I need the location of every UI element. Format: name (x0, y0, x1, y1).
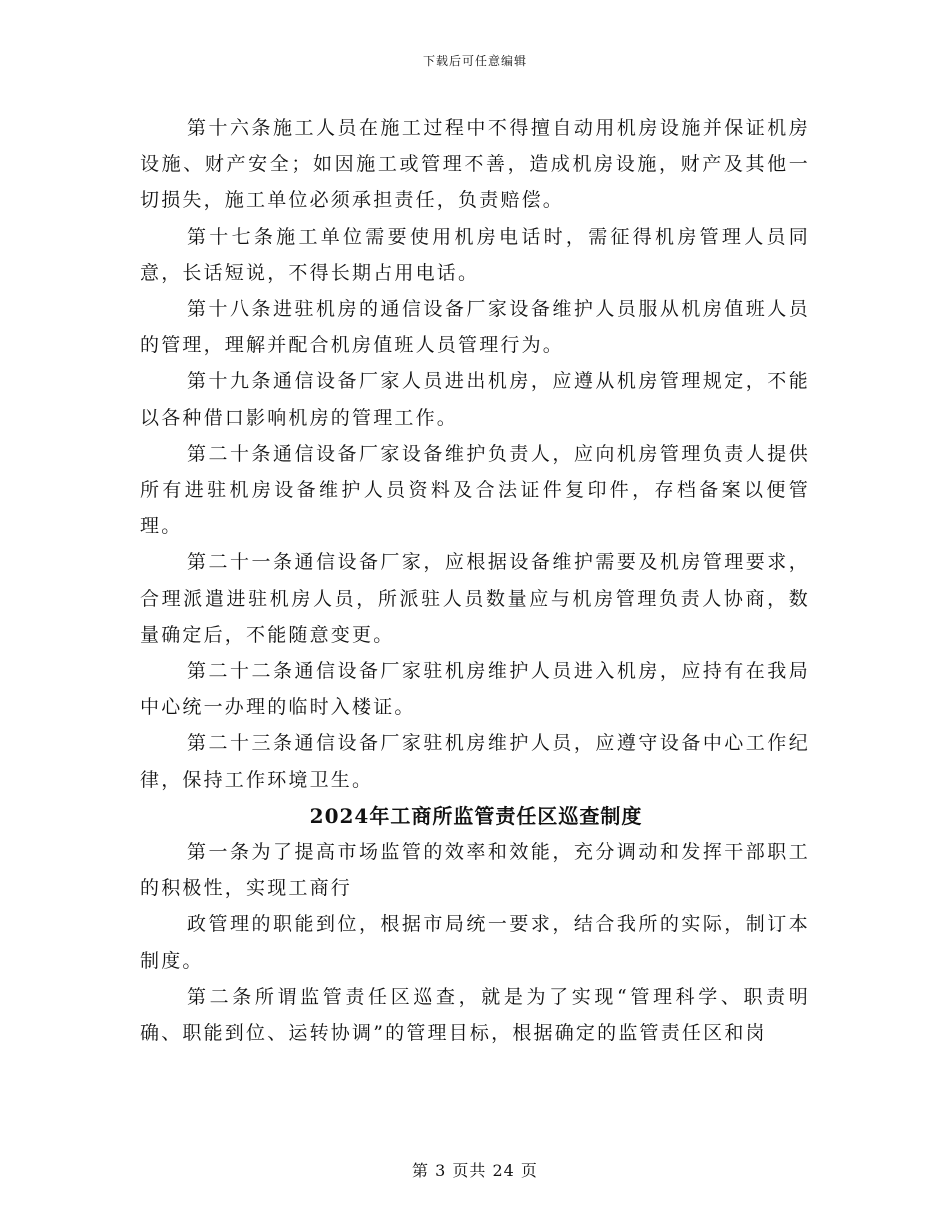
article-23: 第二十三条通信设备厂家驻机房维护人员，应遵守设备中心工作纪律，保持工作环境卫生。 (140, 732, 810, 791)
article-17: 第十七条施工单位需要使用机房电话时，需征得机房管理人员同意，长话短说，不得长期占用电话。 (140, 225, 810, 284)
article-16: 第十六条施工人员在施工过程中不得擅自动用机房设施并保证机房设施、财产安全；如因施工或管理不善，造成机房设施，财产及其他一切损失，施工单位必须承担责任，负责赔偿。 (140, 117, 810, 212)
section-article-1: 第一条为了提高市场监管的效率和效能，充分调动和发挥干部职工的积极性，实现工商行 (140, 841, 810, 900)
section-article-1-continued: 政管理的职能到位，根据市局统一要求，结合我所的实际，制订本制度。 (140, 913, 810, 972)
section-article-2: 第二条所谓监管责任区巡查，就是为了实现“管理科学、职责明确、职能到位、运转协调”的管理目标，根据确定的监管责任区和岗 (140, 985, 810, 1045)
article-21: 第二十一条通信设备厂家，应根据设备维护需要及机房管理要求，合理派遣进驻机房人员，所派驻人员数量应与机房管理负责人协商，数量确定后，不能随意变更。 (140, 551, 810, 646)
page-number: 第 3 页共 24 页 (412, 1161, 538, 1180)
article-20: 第二十条通信设备厂家设备维护负责人，应向机房管理负责人提供所有进驻机房设备维护人员资料及合法证件复印件，存档备案以便管理。 (140, 442, 810, 538)
article-22: 第二十二条通信设备厂家驻机房维护人员进入机房，应持有在我局中心统一办理的临时入楼证。 (140, 660, 810, 719)
section-title: 2024年工商所监管责任区巡查制度 (309, 803, 643, 828)
article-19: 第十九条通信设备厂家人员进出机房，应遵从机房管理规定，不能以各种借口影响机房的管理工作。 (140, 370, 810, 429)
document-body (140, 110, 810, 1051)
article-18: 第十八条进驻机房的通信设备厂家设备维护人员服从机房值班人员的管理，理解并配合机房值班人员管理行为。 (140, 298, 810, 357)
page-header-note: 下载后可任意编辑 (422, 54, 527, 68)
